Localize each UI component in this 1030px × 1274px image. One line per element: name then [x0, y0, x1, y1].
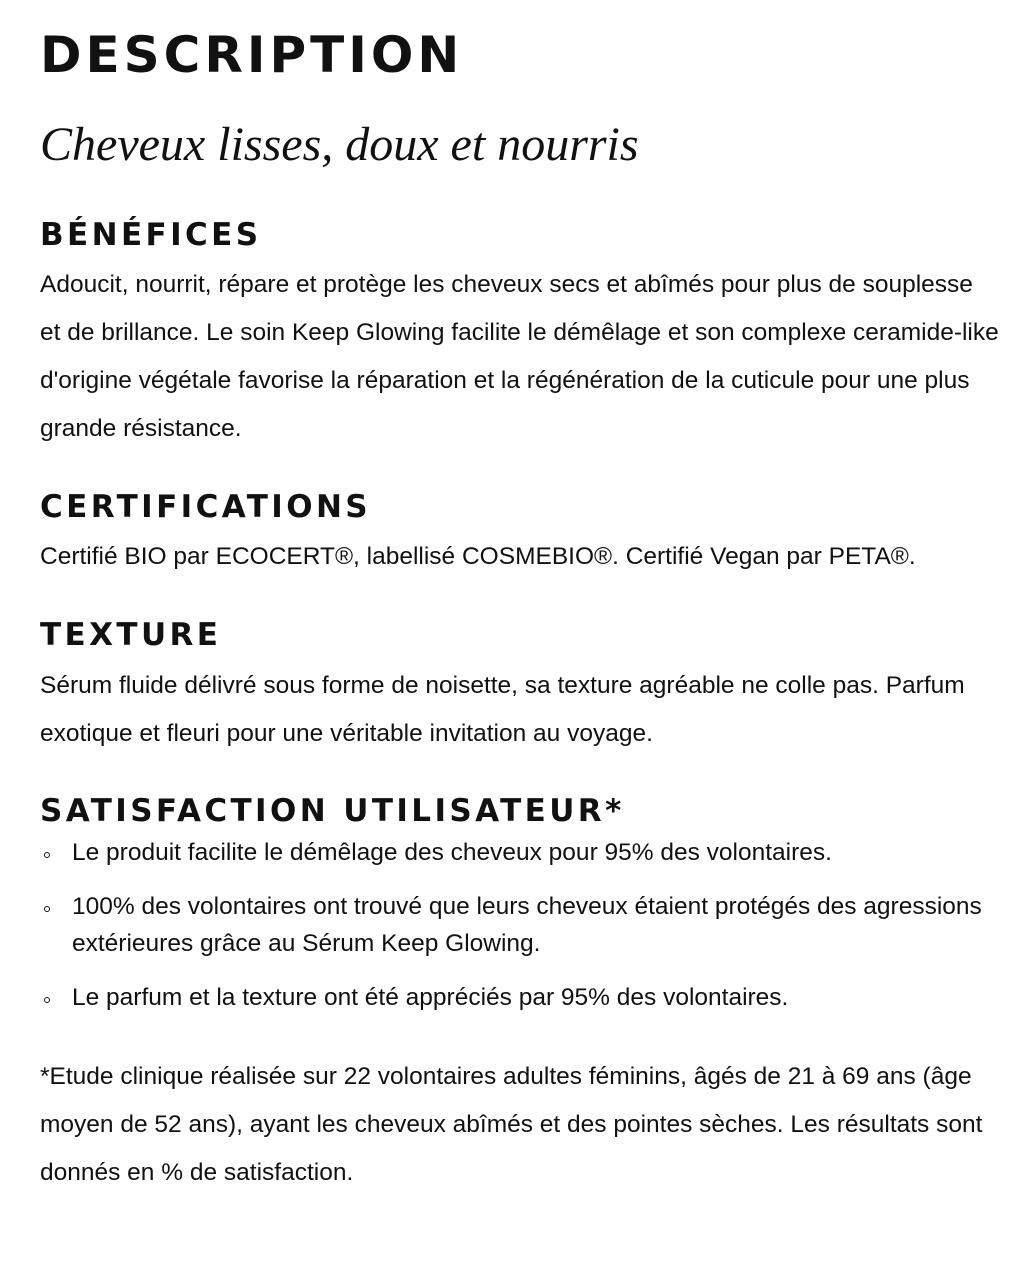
list-item [40, 979, 1000, 1016]
certifications-text: Certifié BIO par ECOCERT®, labellisé COSMEBIO®. Certifié Vegan par PETA®. [40, 543, 916, 570]
page-title: DESCRIPTION [40, 26, 464, 84]
bullet-circle-icon [44, 852, 50, 858]
study-footnote: *Etude clinique réalisée sur 22 volontaires adultes féminins, âgés de 21 à 69 ans (âge moyen de 52 ans), ayant les cheveux abîmés et des pointes sèches. Les résultats sont donnés en % de satisfaction. [40, 1063, 983, 1186]
list-item [40, 888, 1000, 962]
benefits-heading: BÉNÉFICES [40, 217, 262, 253]
list-item [40, 834, 1000, 871]
bullet-circle-icon [44, 997, 50, 1003]
list-item-text: Le produit facilite le démêlage des cheveux pour 95% des volontaires. [72, 839, 832, 866]
bullet-circle-icon [44, 906, 50, 912]
list-item-text: 100% des volontaires ont trouvé que leurs cheveux étaient protégés des agressions extérieures grâce au Sérum Keep Glowing. [72, 893, 982, 957]
satisfaction-heading: SATISFACTION UTILISATEUR* [40, 793, 625, 829]
texture-text: Sérum fluide délivré sous forme de noisette, sa texture agréable ne colle pas. Parfum exotique et fleuri pour une véritable invitation au voyage. [40, 672, 965, 747]
list-item-text: Le parfum et la texture ont été appréciés par 95% des volontaires. [72, 984, 789, 1011]
certifications-heading: CERTIFICATIONS [40, 489, 372, 525]
satisfaction-list [40, 834, 1000, 1033]
benefits-text: Adoucit, nourrit, répare et protège les cheveux secs et abîmés pour plus de souplesse et de brillance. Le soin Keep Glowing facilite le démêlage et son complexe ceramide-like d'origine végétale favorise la réparation et la régénération de la cuticule pour une plus grande résistance. [40, 271, 999, 442]
product-tagline: Cheveux lisses, doux et nourris [40, 118, 639, 171]
texture-heading: TEXTURE [40, 617, 222, 653]
